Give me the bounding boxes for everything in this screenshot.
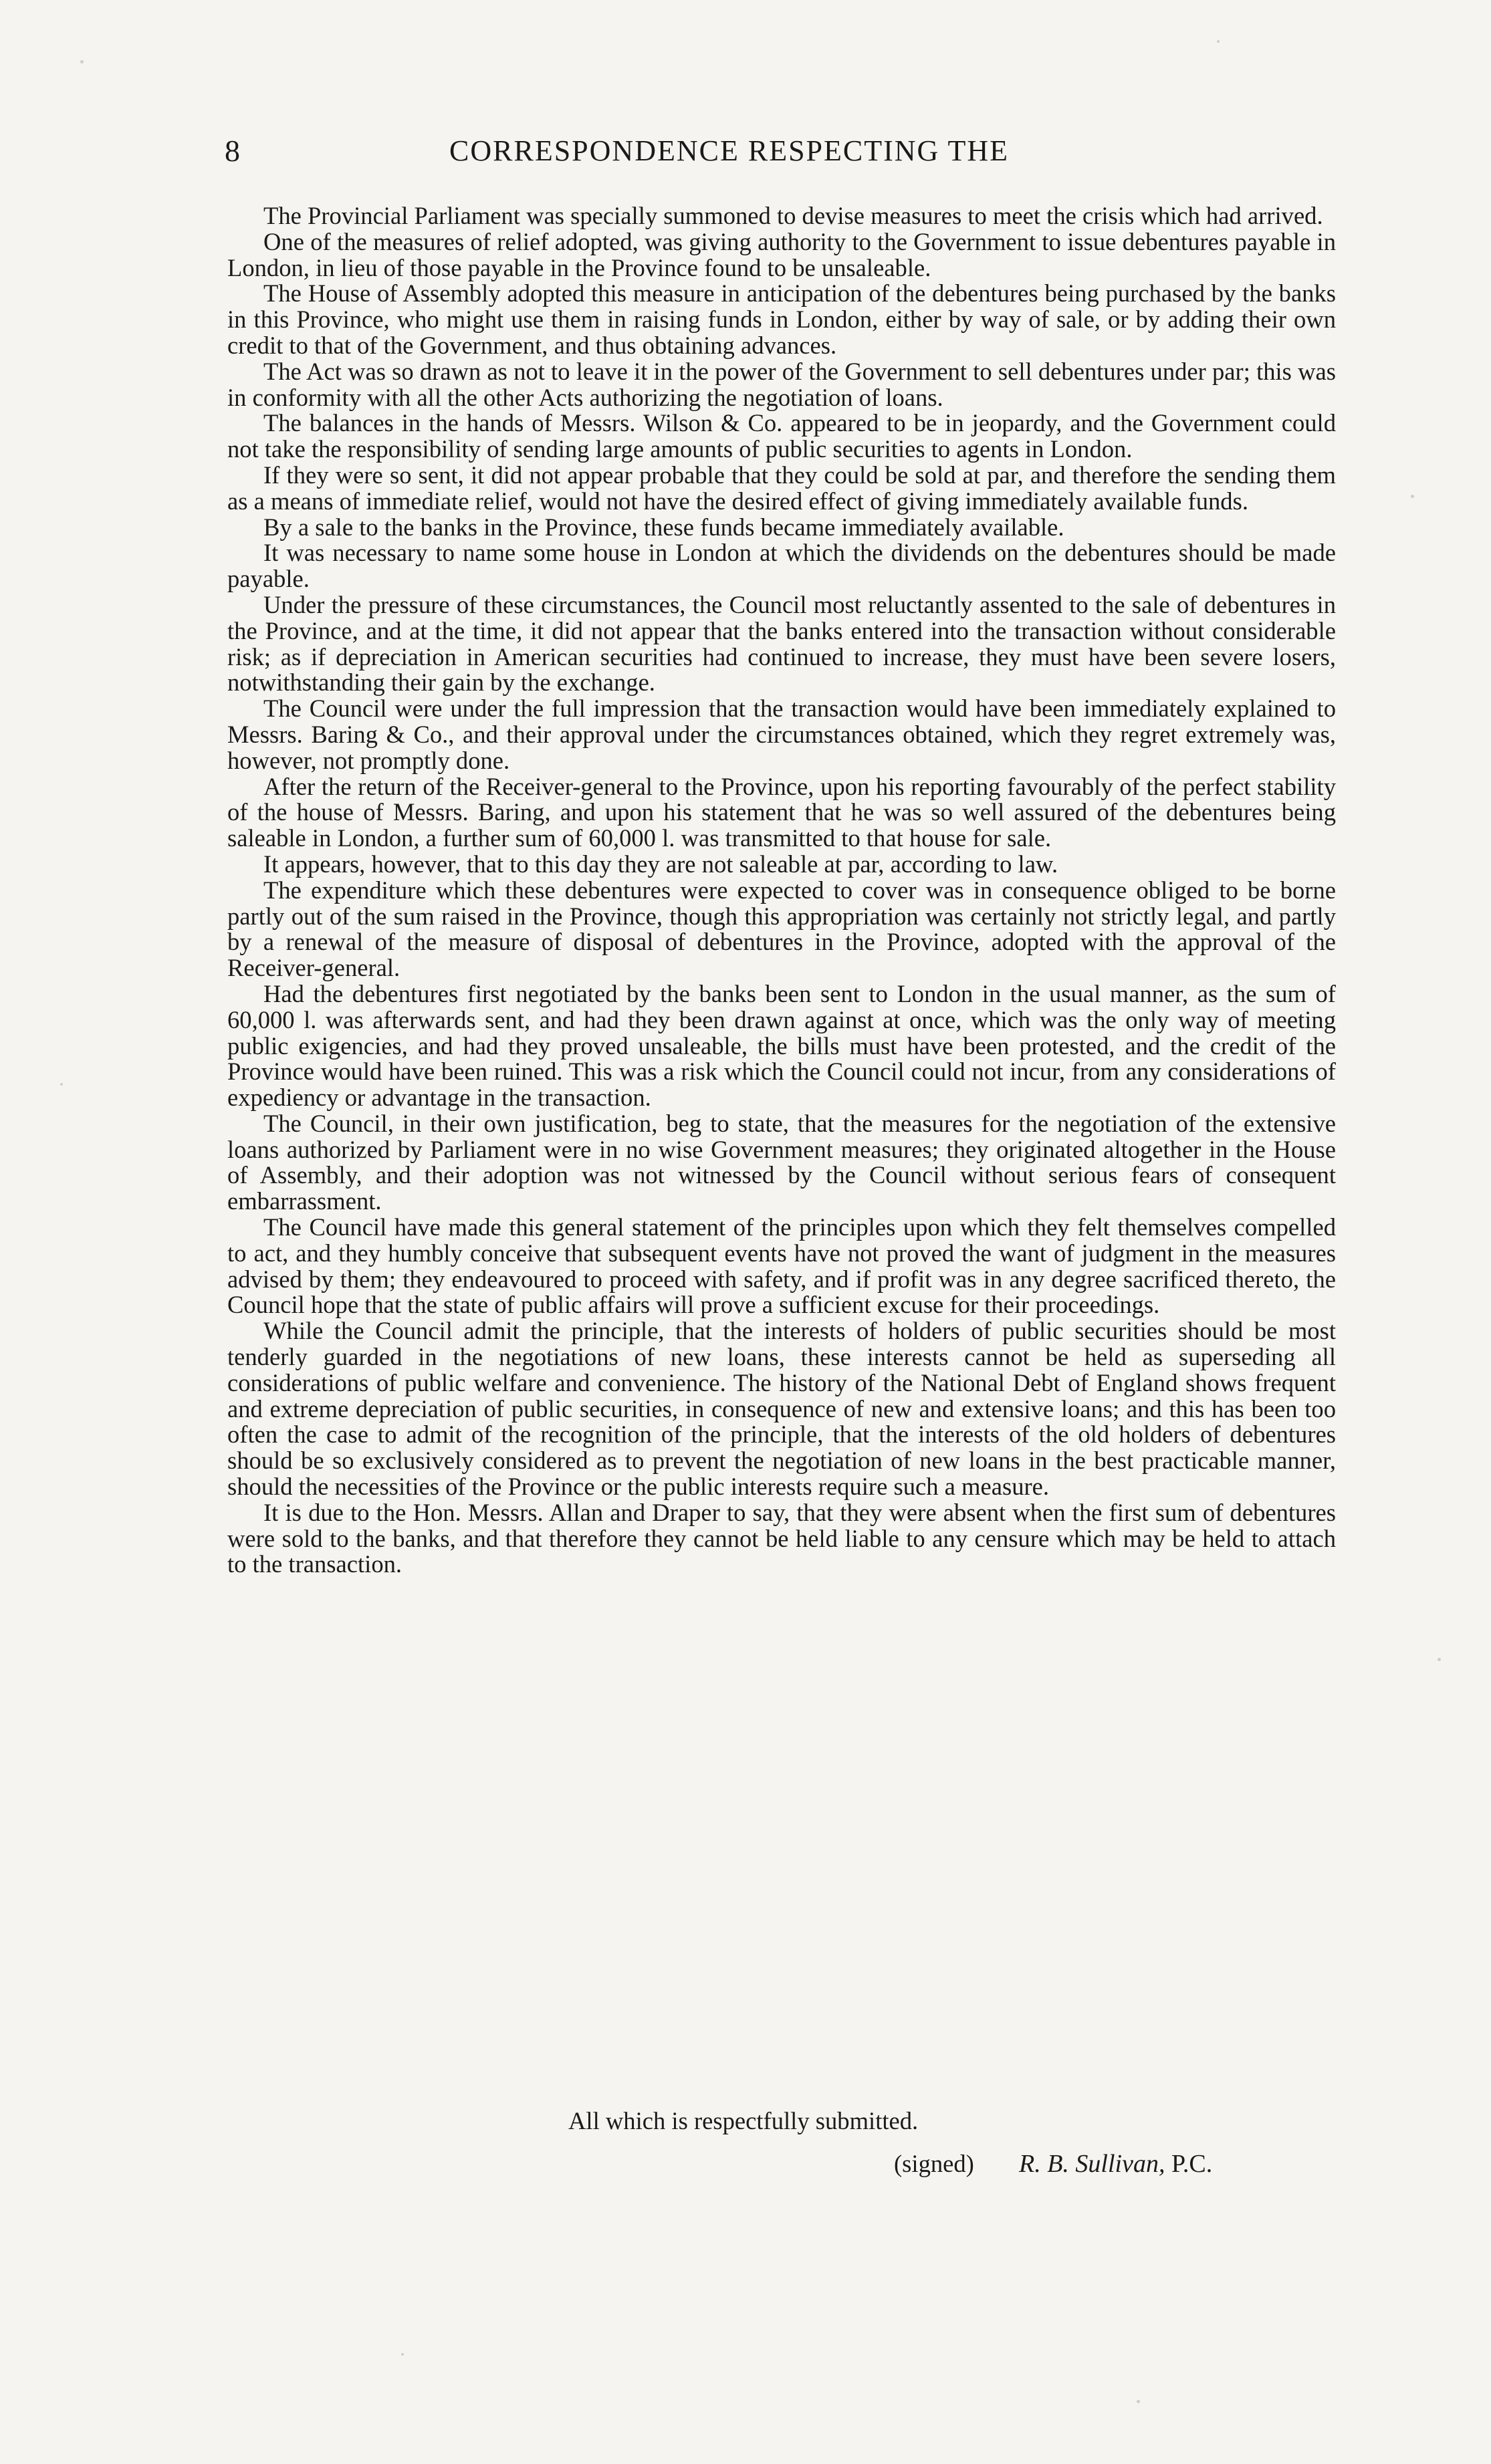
paper-speck — [60, 1083, 63, 1086]
paragraph: Under the pressure of these circumstances, the Council most reluctantly assented to the sale of debentures in the Province, and at the time, it did not appear that the banks entered into the transaction without considerable risk; as if depreciation in American securities had continued to increase, they must have been severe losers, notwithstanding their gain by the exchange. — [227, 590, 1336, 697]
submission-line: All which is respectfully submitted. — [568, 2107, 919, 2134]
paper-speck — [401, 2353, 404, 2356]
closing-block — [0, 2106, 1491, 2186]
running-title: CORRESPONDENCE RESPECTING THE — [449, 134, 1010, 167]
paragraph: The Council, in their own justification, beg to state, that the measures for the negotiation of the extensive loans authorized by Parliament were in no wise Government measures; they originated altogether in the House of Assembly, and their adoption was not witnessed by the Council without serious fears of consequent embarrassment. — [227, 1109, 1336, 1215]
signature — [1019, 2148, 1212, 2179]
paper-speck — [1438, 1658, 1441, 1661]
paper-speck — [1411, 495, 1414, 498]
paragraph: By a sale to the banks in the Province, these funds became immediately available. — [263, 513, 1064, 541]
paragraph: The Council have made this general statement of the principles upon which they felt themselves compelled to act, and they humbly conceive that subsequent events have not proved the want of judgment in the measures advised by them; they endeavoured to proceed with safety, and if profit was in any degree sacrificed thereto, the Council hope that the state of public affairs will prove a sufficient excuse for their proceedings. — [227, 1213, 1336, 1319]
paragraph: It appears, however, that to this day they are not saleable at par, according to law. — [263, 850, 1058, 878]
paragraph: It is due to the Hon. Messrs. Allan and Draper to say, that they were absent when the first sum of debentures were sold to the banks, and that therefore they cannot be held liable to any censure which may be held to attach to the transaction. — [227, 1498, 1336, 1578]
paper-speck — [80, 60, 84, 64]
paper-speck — [1137, 2400, 1140, 2403]
paragraph: It was necessary to name some house in London at which the dividends on the debentures should be made payable. — [227, 539, 1336, 593]
paragraph: Had the debentures first negotiated by the banks been sent to London in the usual manner, as the sum of 60,000 l. was afterwards sent, and had they been drawn against at once, which was the only way of meeting public exigencies, and had they proved unsaleable, the bills must have been protested, and the credit of the Province would have been ruined. This was a risk which the Council could not incur, from any considerations of expediency or advantage in the transaction. — [227, 979, 1336, 1112]
paragraph: If they were so sent, it did not appear probable that they could be sold at par, and therefore the sending them as a means of immediate relief, would not have the desired effect of giving immediately available funds. — [227, 461, 1336, 515]
paragraph: The House of Assembly adopted this measure in anticipation of the debentures being purchased by the banks in this Province, who might use them in raising funds in London, either by way of sale, or by adding their own credit to that of the Government, and thus obtaining advances. — [227, 279, 1336, 359]
paragraph: The Provincial Parliament was specially summoned to devise measures to meet the crisis which had arrived. — [263, 202, 1323, 229]
signature-suffix: P.C. — [1165, 2150, 1213, 2178]
signature-name: R. B. Sullivan, — [1019, 2150, 1165, 2178]
body-text — [227, 203, 1336, 1578]
page-number: 8 — [225, 134, 240, 168]
paragraph: One of the measures of relief adopted, was giving authority to the Government to issue debentures payable in London, in lieu of those payable in the Province found to be unsaleable. — [227, 227, 1336, 281]
page-header — [225, 131, 1335, 171]
paragraph: The Council were under the full impression that the transaction would have been immediately explained to Messrs. Baring & Co., and their approval under the circumstances obtained, which they regret extremely was, however, not promptly done. — [227, 695, 1336, 774]
signed-label: (signed) — [894, 2150, 974, 2177]
paragraph: While the Council admit the principle, that the interests of holders of public securities should be most tenderly guarded in the negotiations of new loans, these interests cannot be held as superseding all considerations of public welfare and convenience. The history of the National Debt of England shows frequent and extreme depreciation of public securities, in consequence of new and extensive loans; and this has been too often the case to admit of the recognition of the principle, that the interests of the old holders of debentures should be so exclusively considered as to prevent the negotiation of new loans in the best practicable manner, should the necessities of the Province or the public interests require such a measure. — [227, 1317, 1336, 1501]
paper-speck — [1217, 40, 1220, 43]
paragraph: The balances in the hands of Messrs. Wilson & Co. appeared to be in jeopardy, and the Government could not take the responsibility of sending large amounts of public securities to agents in London. — [227, 409, 1336, 463]
paragraph: The expenditure which these debentures were expected to cover was in consequence obliged to be borne partly out of the sum raised in the Province, though this appropriation was certainly not strictly legal, and partly by a renewal of the measure of disposal of debentures in the Province, adopted with the approval of the Receiver-general. — [227, 876, 1336, 982]
paragraph: After the return of the Receiver-general to the Province, upon his reporting favourably of the perfect stability of the house of Messrs. Baring, and upon his statement that he was so well assured of the debentures being saleable in London, a further sum of 60,000 l. was transmitted to that house for sale. — [227, 772, 1336, 852]
paragraph: The Act was so drawn as not to leave it in the power of the Government to sell debentures under par; this was in conformity with all the other Acts authorizing the negotiation of loans. — [227, 357, 1336, 411]
